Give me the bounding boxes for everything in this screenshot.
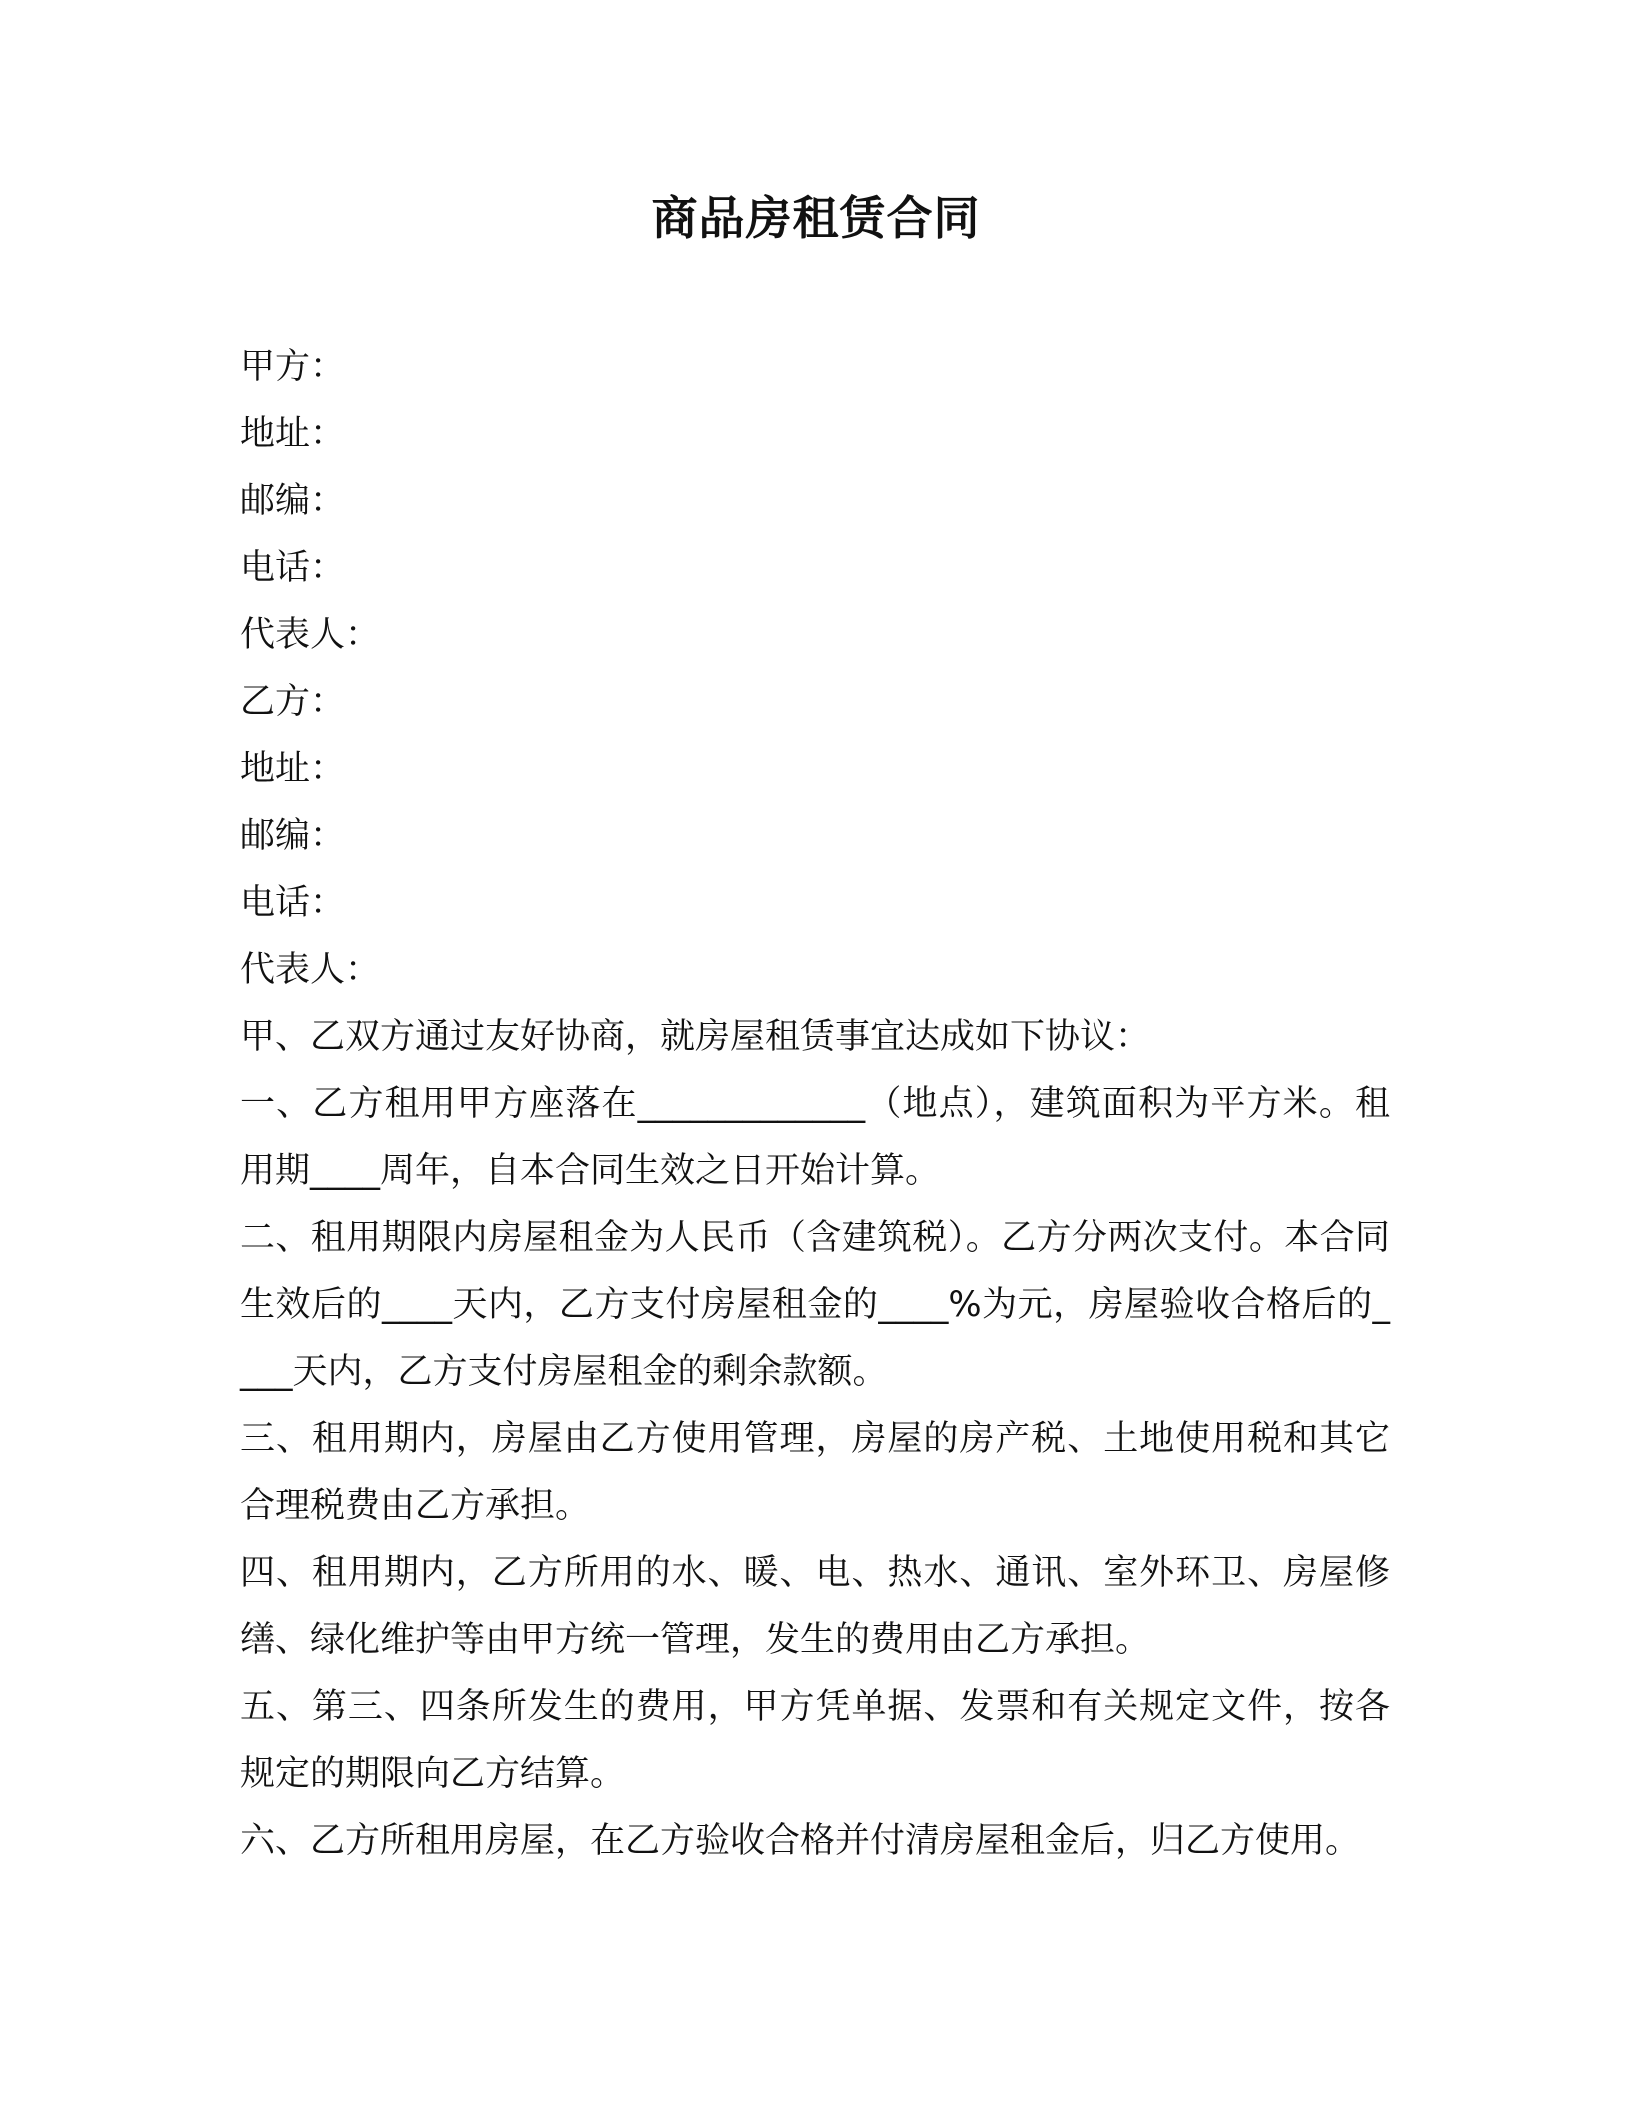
document-title: 商品房租赁合同: [651, 191, 981, 245]
party-b-postcode-label: 邮编：: [240, 816, 346, 856]
party-a-representative-label: 代表人：: [240, 615, 381, 655]
document-body: [240, 334, 1390, 1875]
party-b-name-label: 乙方：: [240, 682, 346, 722]
party-a-postcode-label: 邮编：: [240, 481, 346, 521]
clause-5: 五、第三、四条所发生的费用，甲方凭单据、发票和有关规定文件，按各规定的期限向乙方结算。: [240, 1687, 1390, 1794]
party-a-address-label: 地址：: [240, 414, 346, 454]
party-b-representative-label: 代表人：: [240, 950, 381, 990]
party-a-phone-label: 电话：: [240, 548, 346, 588]
party-a-name-label: 甲方：: [240, 347, 346, 387]
agreement-preamble: 甲、乙双方通过友好协商，就房屋租赁事宜达成如下协议：: [240, 1017, 1151, 1057]
party-b-address-label: 地址：: [240, 749, 346, 789]
clause-2: 二、租用期限内房屋租金为人民币（含建筑税）。乙方分两次支付。本合同生效后的____天内，乙方支付房屋租金的____%为元，房屋验收合格后的____天内，乙方支付房屋租金的剩余款额。: [240, 1218, 1390, 1392]
party-b-phone-label: 电话：: [240, 883, 346, 923]
clause-3: 三、租用期内，房屋由乙方使用管理，房屋的房产税、土地使用税和其它合理税费由乙方承担。: [240, 1419, 1390, 1526]
clause-4: 四、租用期内，乙方所用的水、暖、电、热水、通讯、室外环卫、房屋修缮、绿化维护等由甲方统一管理，发生的费用由乙方承担。: [240, 1553, 1390, 1660]
clause-1: 一、乙方租用甲方座落在_____________（地点），建筑面积为平方米。租用期____周年，自本合同生效之日开始计算。: [240, 1084, 1390, 1191]
clause-6: 六、乙方所租用房屋，在乙方验收合格并付清房屋租金后，归乙方使用。: [240, 1821, 1361, 1861]
